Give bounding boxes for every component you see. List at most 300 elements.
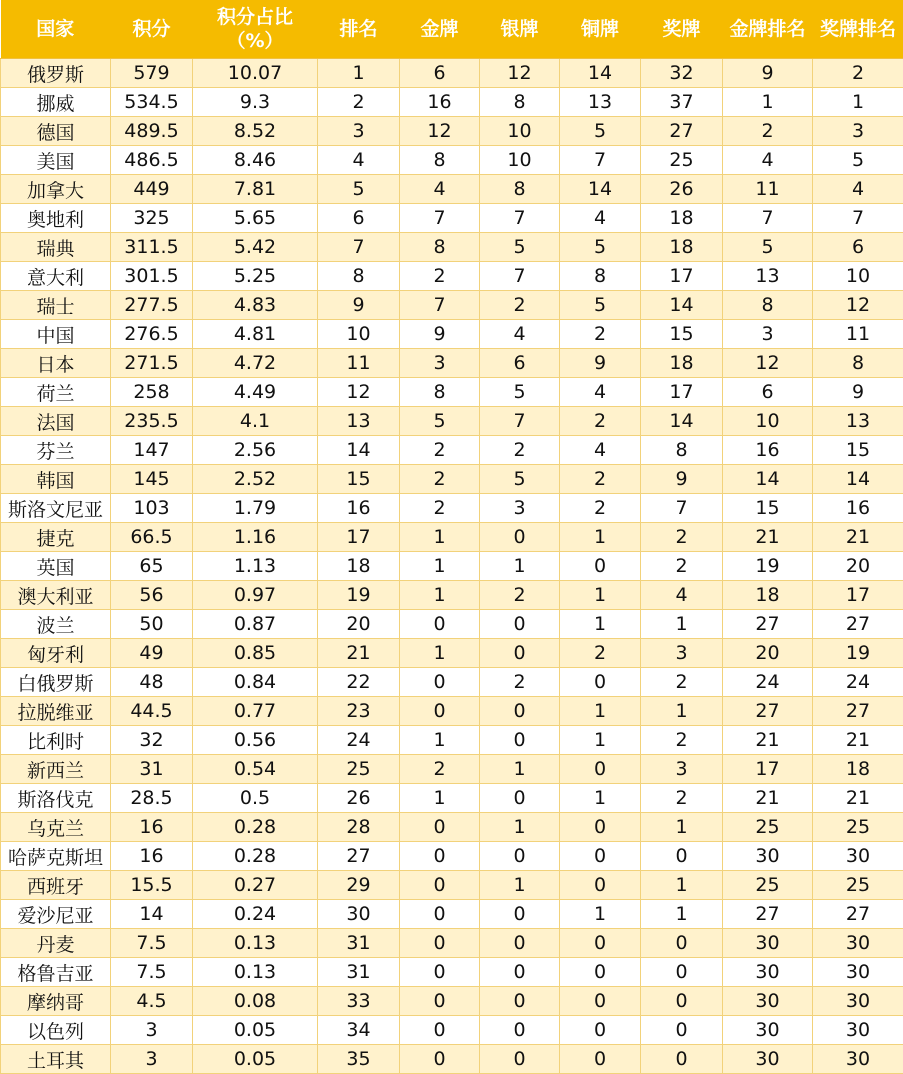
cell-rank: 13 [318,407,400,436]
cell-rank: 10 [318,320,400,349]
cell-gold: 0 [400,697,480,726]
cell-gold-rank: 17 [723,755,813,784]
cell-rank: 12 [318,378,400,407]
cell-silver: 4 [480,320,560,349]
cell-rank: 25 [318,755,400,784]
cell-points: 534.5 [111,88,193,117]
cell-points-share: 2.56 [193,436,318,465]
cell-points-share: 9.3 [193,88,318,117]
cell-points-share: 7.81 [193,175,318,204]
cell-medal-rank: 27 [813,900,903,929]
cell-points: 44.5 [111,697,193,726]
cell-country: 拉脱维亚 [1,697,111,726]
cell-medal-rank: 3 [813,117,903,146]
cell-gold: 0 [400,871,480,900]
cell-country: 爱沙尼亚 [1,900,111,929]
cell-gold: 0 [400,668,480,697]
cell-rank: 21 [318,639,400,668]
cell-gold-rank: 27 [723,697,813,726]
cell-silver: 2 [480,668,560,697]
cell-points: 48 [111,668,193,697]
cell-points-share: 0.87 [193,610,318,639]
table-row [1,552,903,581]
cell-bronze: 0 [560,958,641,987]
cell-gold-rank: 19 [723,552,813,581]
cell-points: 103 [111,494,193,523]
cell-gold: 7 [400,291,480,320]
table-row [1,233,903,262]
table-row [1,262,903,291]
cell-country: 新西兰 [1,755,111,784]
cell-silver: 1 [480,871,560,900]
cell-points-share: 5.25 [193,262,318,291]
cell-gold-rank: 3 [723,320,813,349]
cell-points: 7.5 [111,958,193,987]
cell-points: 16 [111,813,193,842]
cell-country: 匈牙利 [1,639,111,668]
cell-bronze: 8 [560,262,641,291]
cell-silver: 0 [480,900,560,929]
cell-medals: 0 [641,987,723,1016]
cell-gold-rank: 8 [723,291,813,320]
cell-silver: 7 [480,407,560,436]
cell-points-share: 5.42 [193,233,318,262]
cell-points: 3 [111,1016,193,1045]
cell-country: 格鲁吉亚 [1,958,111,987]
cell-rank: 29 [318,871,400,900]
cell-points-share: 10.07 [193,59,318,88]
cell-bronze: 13 [560,88,641,117]
cell-medal-rank: 9 [813,378,903,407]
cell-points-share: 1.79 [193,494,318,523]
cell-points: 325 [111,204,193,233]
table-row [1,871,903,900]
cell-points-share: 0.05 [193,1016,318,1045]
cell-points-share: 0.56 [193,726,318,755]
cell-gold: 2 [400,755,480,784]
cell-gold: 12 [400,117,480,146]
cell-gold-rank: 9 [723,59,813,88]
cell-country: 丹麦 [1,929,111,958]
cell-gold: 16 [400,88,480,117]
cell-country: 澳大利亚 [1,581,111,610]
cell-rank: 34 [318,1016,400,1045]
cell-medals: 1 [641,900,723,929]
cell-gold: 8 [400,378,480,407]
table-body [1,59,903,1074]
cell-medals: 18 [641,204,723,233]
cell-country: 英国 [1,552,111,581]
cell-bronze: 4 [560,378,641,407]
cell-silver: 2 [480,291,560,320]
cell-points: 579 [111,59,193,88]
cell-points-share: 0.28 [193,842,318,871]
cell-medal-rank: 30 [813,987,903,1016]
cell-points: 16 [111,842,193,871]
cell-medals: 0 [641,1045,723,1074]
cell-points-share: 8.52 [193,117,318,146]
cell-points-share: 0.13 [193,929,318,958]
cell-country: 法国 [1,407,111,436]
table-row [1,610,903,639]
header-medals: 奖牌 [641,0,723,59]
cell-silver: 0 [480,929,560,958]
cell-medals: 17 [641,378,723,407]
cell-points-share: 2.52 [193,465,318,494]
table-row [1,291,903,320]
cell-country: 俄罗斯 [1,59,111,88]
cell-gold-rank: 4 [723,146,813,175]
cell-silver: 12 [480,59,560,88]
header-row [1,0,903,59]
cell-bronze: 5 [560,291,641,320]
cell-medals: 1 [641,871,723,900]
cell-country: 斯洛伐克 [1,784,111,813]
cell-gold-rank: 14 [723,465,813,494]
cell-medals: 1 [641,697,723,726]
header-medal-rank: 奖牌排名 [813,0,903,59]
cell-rank: 6 [318,204,400,233]
cell-medals: 0 [641,958,723,987]
cell-gold-rank: 2 [723,117,813,146]
cell-medal-rank: 17 [813,581,903,610]
cell-gold-rank: 1 [723,88,813,117]
cell-rank: 15 [318,465,400,494]
cell-bronze: 0 [560,1016,641,1045]
cell-gold-rank: 12 [723,349,813,378]
table-row [1,987,903,1016]
cell-points-share: 8.46 [193,146,318,175]
cell-medals: 26 [641,175,723,204]
cell-gold: 2 [400,436,480,465]
cell-silver: 0 [480,523,560,552]
cell-country: 加拿大 [1,175,111,204]
cell-country: 德国 [1,117,111,146]
cell-country: 土耳其 [1,1045,111,1074]
cell-gold: 0 [400,900,480,929]
cell-silver: 10 [480,117,560,146]
cell-medal-rank: 13 [813,407,903,436]
cell-points-share: 0.5 [193,784,318,813]
cell-points: 277.5 [111,291,193,320]
header-points-share: 积分占比 （%） [193,0,318,59]
table-row [1,726,903,755]
cell-gold-rank: 21 [723,784,813,813]
cell-points-share: 5.65 [193,204,318,233]
cell-medals: 4 [641,581,723,610]
cell-gold: 1 [400,726,480,755]
cell-points-share: 0.27 [193,871,318,900]
cell-gold: 0 [400,610,480,639]
cell-bronze: 0 [560,871,641,900]
cell-medals: 1 [641,610,723,639]
cell-country: 奥地利 [1,204,111,233]
cell-gold: 6 [400,59,480,88]
cell-gold-rank: 27 [723,610,813,639]
cell-gold-rank: 30 [723,929,813,958]
cell-medal-rank: 11 [813,320,903,349]
cell-bronze: 0 [560,755,641,784]
cell-country: 波兰 [1,610,111,639]
cell-points: 271.5 [111,349,193,378]
cell-silver: 1 [480,813,560,842]
cell-silver: 8 [480,175,560,204]
cell-gold: 0 [400,842,480,871]
cell-silver: 3 [480,494,560,523]
cell-gold-rank: 20 [723,639,813,668]
cell-medals: 8 [641,436,723,465]
cell-medal-rank: 30 [813,842,903,871]
cell-bronze: 0 [560,1045,641,1074]
cell-silver: 5 [480,233,560,262]
cell-points-share: 0.24 [193,900,318,929]
cell-medal-rank: 5 [813,146,903,175]
cell-gold: 2 [400,494,480,523]
cell-medal-rank: 18 [813,755,903,784]
cell-country: 西班牙 [1,871,111,900]
cell-medals: 14 [641,291,723,320]
cell-rank: 1 [318,59,400,88]
table-row [1,59,903,88]
cell-rank: 5 [318,175,400,204]
cell-bronze: 1 [560,726,641,755]
cell-points: 276.5 [111,320,193,349]
table-row [1,320,903,349]
cell-rank: 16 [318,494,400,523]
table-row [1,929,903,958]
cell-points-share: 0.05 [193,1045,318,1074]
cell-gold-rank: 25 [723,871,813,900]
cell-points-share: 4.1 [193,407,318,436]
cell-bronze: 2 [560,494,641,523]
cell-medals: 0 [641,929,723,958]
cell-bronze: 14 [560,175,641,204]
cell-gold-rank: 27 [723,900,813,929]
table-row [1,1045,903,1074]
cell-bronze: 7 [560,146,641,175]
cell-bronze: 1 [560,581,641,610]
cell-gold: 2 [400,465,480,494]
cell-country: 瑞士 [1,291,111,320]
cell-medal-rank: 10 [813,262,903,291]
cell-points: 31 [111,755,193,784]
cell-medal-rank: 30 [813,929,903,958]
cell-bronze: 0 [560,842,641,871]
cell-gold-rank: 30 [723,958,813,987]
cell-points: 311.5 [111,233,193,262]
cell-bronze: 5 [560,117,641,146]
cell-points: 235.5 [111,407,193,436]
cell-points-share: 0.13 [193,958,318,987]
cell-medal-rank: 25 [813,871,903,900]
cell-medals: 2 [641,523,723,552]
cell-bronze: 0 [560,987,641,1016]
cell-gold-rank: 24 [723,668,813,697]
cell-gold-rank: 11 [723,175,813,204]
cell-country: 乌克兰 [1,813,111,842]
cell-medal-rank: 15 [813,436,903,465]
cell-silver: 2 [480,581,560,610]
cell-silver: 0 [480,784,560,813]
cell-rank: 27 [318,842,400,871]
cell-points-share: 1.16 [193,523,318,552]
cell-medal-rank: 27 [813,697,903,726]
cell-gold-rank: 15 [723,494,813,523]
cell-gold: 1 [400,552,480,581]
cell-gold: 0 [400,813,480,842]
cell-bronze: 0 [560,929,641,958]
cell-bronze: 9 [560,349,641,378]
table-row [1,436,903,465]
cell-bronze: 0 [560,552,641,581]
cell-country: 白俄罗斯 [1,668,111,697]
header-gold: 金牌 [400,0,480,59]
cell-gold: 4 [400,175,480,204]
cell-silver: 8 [480,88,560,117]
table-row [1,146,903,175]
cell-gold: 9 [400,320,480,349]
cell-bronze: 2 [560,407,641,436]
cell-country: 意大利 [1,262,111,291]
cell-rank: 35 [318,1045,400,1074]
cell-silver: 0 [480,958,560,987]
cell-medal-rank: 24 [813,668,903,697]
cell-gold: 8 [400,146,480,175]
cell-gold-rank: 7 [723,204,813,233]
cell-gold-rank: 30 [723,987,813,1016]
cell-points-share: 4.72 [193,349,318,378]
cell-rank: 31 [318,929,400,958]
cell-medals: 7 [641,494,723,523]
cell-medal-rank: 21 [813,523,903,552]
cell-silver: 5 [480,465,560,494]
cell-gold: 1 [400,784,480,813]
cell-medals: 18 [641,233,723,262]
cell-points: 15.5 [111,871,193,900]
table-row [1,784,903,813]
cell-rank: 22 [318,668,400,697]
table-row [1,88,903,117]
table-row [1,117,903,146]
table-row [1,1016,903,1045]
cell-medals: 1 [641,813,723,842]
cell-country: 芬兰 [1,436,111,465]
cell-medal-rank: 16 [813,494,903,523]
table-row [1,900,903,929]
cell-medal-rank: 12 [813,291,903,320]
cell-medals: 27 [641,117,723,146]
cell-points: 258 [111,378,193,407]
cell-country: 中国 [1,320,111,349]
cell-medal-rank: 6 [813,233,903,262]
cell-silver: 0 [480,639,560,668]
cell-points: 449 [111,175,193,204]
cell-gold-rank: 30 [723,1045,813,1074]
cell-medals: 2 [641,726,723,755]
cell-rank: 18 [318,552,400,581]
cell-bronze: 0 [560,813,641,842]
cell-country: 美国 [1,146,111,175]
cell-points: 28.5 [111,784,193,813]
cell-silver: 0 [480,697,560,726]
cell-gold: 0 [400,958,480,987]
cell-rank: 30 [318,900,400,929]
header-points: 积分 [111,0,193,59]
cell-points: 66.5 [111,523,193,552]
table-row [1,465,903,494]
cell-gold: 1 [400,523,480,552]
table-row [1,204,903,233]
cell-rank: 2 [318,88,400,117]
cell-medal-rank: 2 [813,59,903,88]
header-rank: 排名 [318,0,400,59]
cell-medals: 0 [641,1016,723,1045]
cell-silver: 10 [480,146,560,175]
cell-silver: 6 [480,349,560,378]
cell-points-share: 4.49 [193,378,318,407]
cell-gold: 0 [400,1016,480,1045]
cell-country: 以色列 [1,1016,111,1045]
cell-points: 147 [111,436,193,465]
cell-country: 韩国 [1,465,111,494]
cell-silver: 2 [480,436,560,465]
cell-points: 145 [111,465,193,494]
cell-rank: 3 [318,117,400,146]
cell-medal-rank: 20 [813,552,903,581]
cell-points-share: 1.13 [193,552,318,581]
cell-bronze: 5 [560,233,641,262]
cell-medal-rank: 7 [813,204,903,233]
table-row [1,755,903,784]
cell-bronze: 0 [560,668,641,697]
cell-points-share: 0.54 [193,755,318,784]
cell-points: 486.5 [111,146,193,175]
cell-rank: 28 [318,813,400,842]
cell-points: 56 [111,581,193,610]
cell-gold: 7 [400,204,480,233]
cell-points-share: 4.81 [193,320,318,349]
cell-rank: 14 [318,436,400,465]
table-row [1,494,903,523]
cell-gold-rank: 16 [723,436,813,465]
cell-country: 瑞典 [1,233,111,262]
cell-gold: 1 [400,581,480,610]
cell-medal-rank: 27 [813,610,903,639]
cell-bronze: 2 [560,639,641,668]
cell-country: 哈萨克斯坦 [1,842,111,871]
cell-gold: 2 [400,262,480,291]
cell-silver: 0 [480,1045,560,1074]
cell-medals: 2 [641,552,723,581]
cell-medal-rank: 4 [813,175,903,204]
cell-medal-rank: 21 [813,784,903,813]
cell-bronze: 1 [560,900,641,929]
cell-medals: 3 [641,755,723,784]
table-row [1,842,903,871]
cell-medals: 2 [641,668,723,697]
cell-bronze: 4 [560,436,641,465]
cell-points: 301.5 [111,262,193,291]
cell-medals: 25 [641,146,723,175]
cell-gold: 0 [400,987,480,1016]
cell-silver: 0 [480,1016,560,1045]
cell-rank: 31 [318,958,400,987]
cell-bronze: 2 [560,465,641,494]
cell-silver: 0 [480,726,560,755]
cell-bronze: 1 [560,784,641,813]
cell-country: 摩纳哥 [1,987,111,1016]
cell-points: 50 [111,610,193,639]
